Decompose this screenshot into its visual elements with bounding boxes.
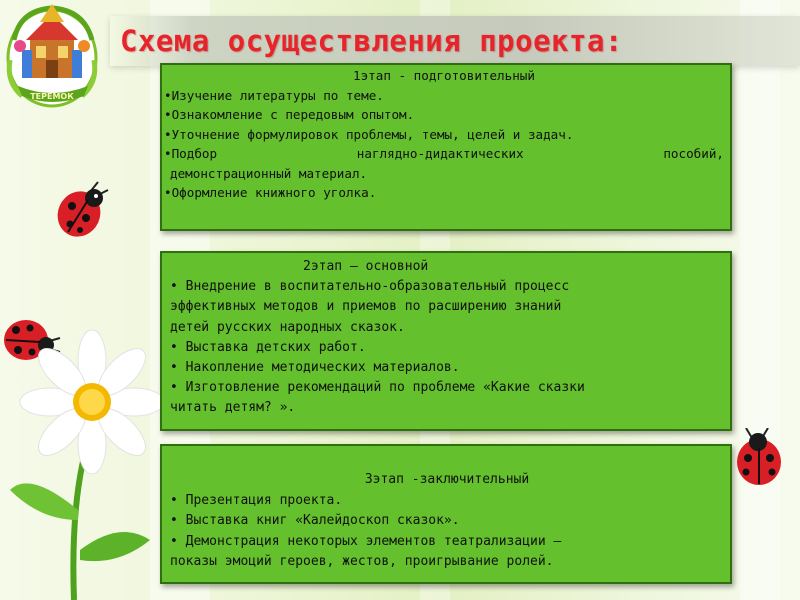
stage-1-item: •Подбор наглядно-дидактических пособий, (164, 146, 724, 161)
stage-1-item: •Уточнение формулировок проблемы, темы, целей и задач. (164, 126, 574, 142)
stage-2-item: детей русских народных сказок. (170, 319, 405, 335)
title-bar (110, 16, 800, 66)
stage-3-heading: 3этап -заключительный (364, 472, 530, 487)
stage-2-item: • Накопление методических материалов. (170, 360, 460, 376)
stage-1-item: •Изучение литературы по теме. (164, 87, 384, 103)
stage-2-item: • Внедрение в воспитательно-образовательный процесс (170, 279, 570, 295)
daisy-flower-icon (0, 320, 160, 600)
stage-1-item: •Ознакомление с передовым опытом. (164, 107, 415, 122)
stage-2-item: • Изготовление рекомендаций по проблеме «Какие сказки (170, 380, 585, 396)
background-streak (740, 0, 780, 600)
stage-2-item: • Выставка детских работ. (170, 339, 366, 355)
stage-3-item: • Демонстрация некоторых элементов театрализации – (170, 533, 562, 549)
teremok-logo-icon (0, 0, 106, 110)
stage-1-item: •Оформление книжного уголка. (164, 185, 377, 200)
stage-1-panel (160, 63, 732, 231)
stage-3-item: • Презентация проекта. (170, 492, 343, 508)
stage-2-item: эффективных методов и приемов по расширению знаний (170, 299, 562, 315)
stage-2-item: читать детям? ». (170, 400, 296, 416)
stage-2-heading: 2этап – основной (303, 259, 429, 274)
page-title: Схема осуществления проекта: (120, 24, 623, 58)
ladybug-icon (732, 428, 786, 486)
stage-2-panel (160, 251, 732, 431)
logo-caption: ТЕРЕМОК (30, 92, 74, 101)
stage-3-panel (160, 444, 732, 584)
stage-3-item: • Выставка книг «Калейдоскоп сказок». (170, 513, 460, 529)
ladybug-icon (52, 180, 110, 240)
stage-1-item-continuation: демонстрационный материал. (170, 165, 368, 181)
stage-3-item: показы эмоций героев, жестов, проигрывание ролей. (170, 554, 554, 570)
stage-1-heading: 1этап - подготовительный (353, 68, 535, 83)
